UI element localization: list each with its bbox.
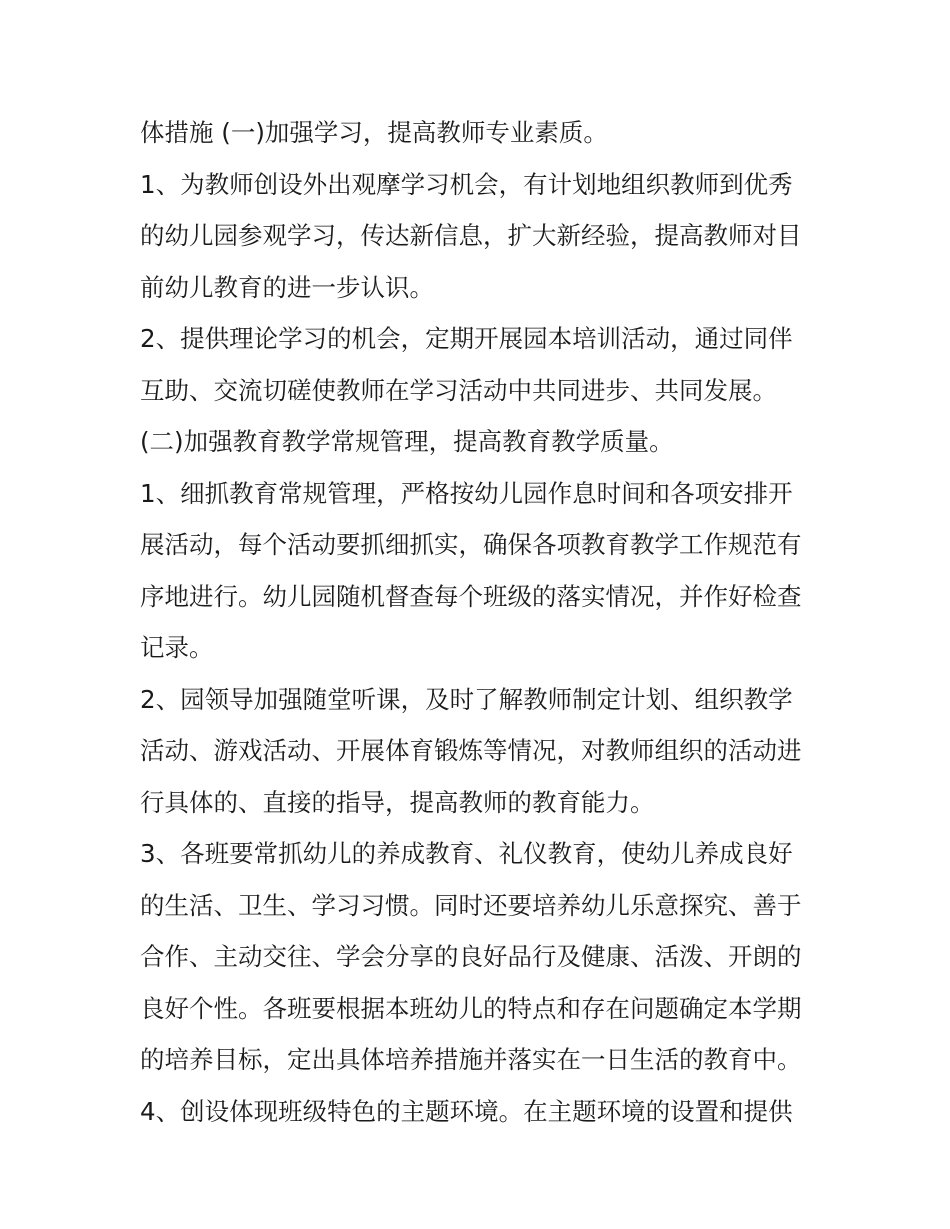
document-body: [140, 107, 820, 1137]
text-line: 2、提供理论学习的机会，定期开展园本培训活动，通过同伴: [140, 324, 793, 353]
text-line: 前幼儿教育的进一步认识。: [140, 272, 434, 302]
text-line: 互助、交流切磋使教师在学习活动中共同进步、共同发展。: [140, 375, 777, 405]
text-line: 1、为教师创设外出观摩学习机会，有计划地组织教师到优秀: [140, 169, 793, 199]
text-line: 1、细抓教育常规管理，严格按幼儿园作息时间和各项安排开: [140, 478, 793, 508]
text-line: 3、各班要常抓幼儿的养成教育、礼仪教育，使幼儿养成良好: [140, 839, 793, 868]
text-line: 活动、游戏活动、开展体育锻炼等情况，对教师组织的活动进: [140, 736, 802, 765]
text-line: 合作、主动交往、学会分享的良好品行及健康、活泼、开朗的: [140, 942, 802, 971]
text-line: 展活动，每个活动要抓细抓实，确保各项教育教学工作规范有: [140, 530, 802, 559]
text-line: 序地进行。幼儿园随机督查每个班级的落实情况，并作好检查: [140, 581, 802, 611]
text-line: 的生活、卫生、学习习惯。同时还要培养幼儿乐意探究、善于: [140, 890, 802, 920]
text-line: 2、园领导加强随堂听课，及时了解教师制定计划、组织教学: [140, 684, 793, 714]
text-line: (二)加强教育教学常规管理，提高教育教学质量。: [140, 427, 674, 456]
text-line: 的培养目标，定出具体培养措施并落实在一日生活的教育中。: [140, 1045, 802, 1074]
text-line: 4、创设体现班级特色的主题环境。在主题环境的设置和提供: [140, 1096, 793, 1126]
text-line: 体措施 (一)加强学习，提高教师专业素质。: [140, 118, 608, 147]
text-line: 行具体的、直接的指导，提高教师的教育能力。: [140, 787, 655, 817]
text-line: 的幼儿园参观学习，传达新信息，扩大新经验，提高教师对目: [140, 221, 802, 250]
text-line: 记录。: [140, 633, 214, 662]
text-line: 良好个性。各班要根据本班幼儿的特点和存在问题确定本学期: [140, 993, 802, 1023]
